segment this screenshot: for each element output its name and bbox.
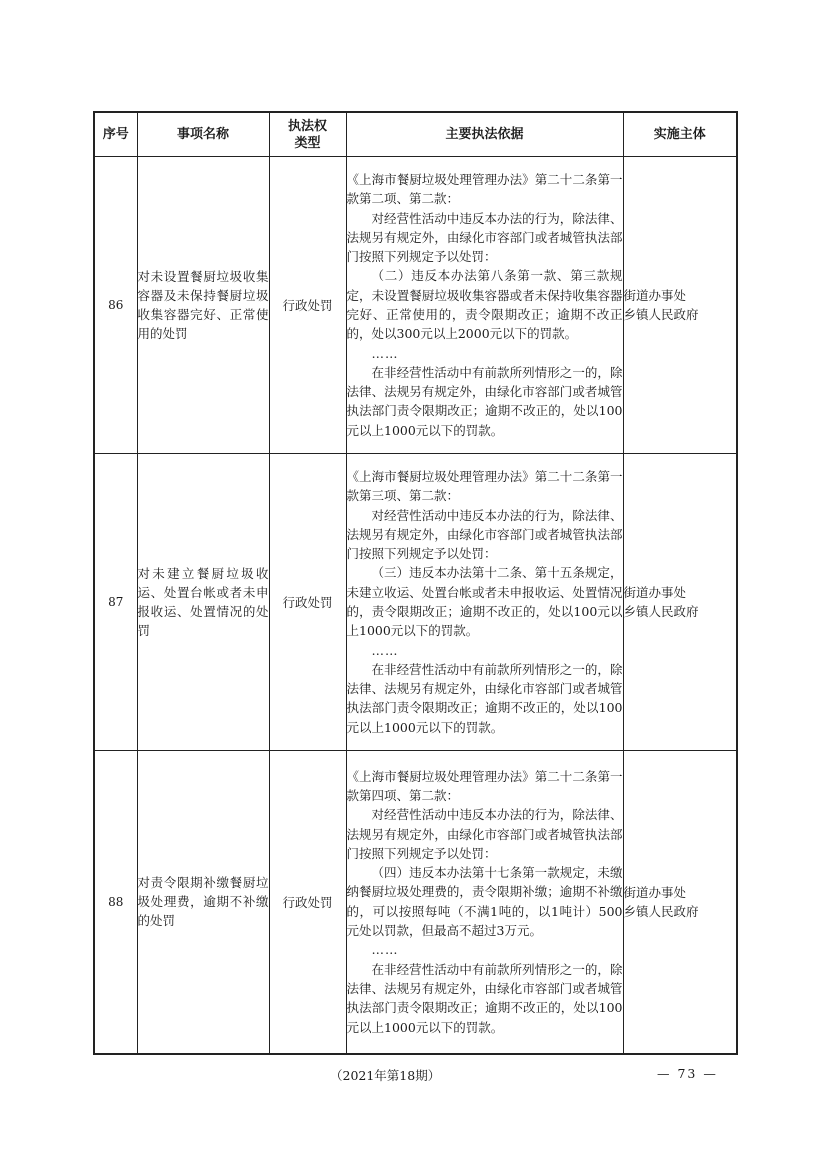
header-seq: 序号	[94, 112, 137, 157]
basis-paragraph: 在非经营性活动中有前款所列情形之一的，除法律、法规另有规定外，由绿化市容部门或者城管执法部门责令限期改正；逾期不改正的，处以100元以上1000元以下的罚款。	[346, 961, 623, 1035]
enforcement-table	[93, 111, 738, 1055]
basis-ellipsis: ……	[371, 642, 399, 658]
body-line: 乡镇人民政府	[623, 307, 699, 322]
row-basis	[346, 157, 623, 454]
row-basis	[346, 454, 623, 751]
basis-paragraph: 在非经营性活动中有前款所列情形之一的，除法律、法规另有规定外，由绿化市容部门或者城管执法部门责令限期改正；逾期不改正的，处以100元以上1000元以下的罚款。	[346, 661, 623, 735]
basis-citation: 《上海市餐厨垃圾处理管理办法》第二十二条第一款第三项、第二款：	[346, 468, 623, 504]
basis-clause: （四）违反本办法第十七条第一款规定，未缴纳餐厨垃圾处理费的，责令限期补缴；逾期不补缴的，可以按照每吨（不满1吨的，以1吨计）500元处以罚款，但最高不超过3万元。	[346, 865, 623, 939]
basis-paragraph: 对经营性活动中违反本办法的行为，除法律、法规另有规定外，由绿化市容部门或者城管执法部门按照下列规定予以处罚：	[346, 807, 623, 861]
page-number: — 73 —	[657, 1066, 718, 1081]
body-line: 乡镇人民政府	[623, 604, 699, 619]
basis-ellipsis: ……	[371, 345, 399, 361]
basis-clause: （三）违反本办法第十二条、第十五条规定，未建立收运、处置台帐或者未申报收运、处置情况的，责令限期改正；逾期不改正的，处以100元以上1000元以下的罚款。	[346, 565, 623, 639]
header-name: 事项名称	[137, 112, 269, 157]
row-type: 行政处罚	[269, 751, 346, 1054]
row-implementing-body	[623, 454, 737, 751]
row-seq: 88	[94, 751, 137, 1054]
row-type: 行政处罚	[269, 157, 346, 454]
basis-citation: 《上海市餐厨垃圾处理管理办法》第二十二条第一款第四项、第二款：	[346, 768, 623, 803]
header-type-line1: 执法权	[287, 118, 327, 134]
body-line: 乡镇人民政府	[623, 903, 699, 919]
basis-paragraph: 对经营性活动中违反本办法的行为，除法律、法规另有规定外，由绿化市容部门或者城管执法部门按照下列规定予以处罚：	[346, 210, 623, 265]
basis-ellipsis: ……	[371, 942, 399, 958]
row-item-name: 对未设置餐厨垃圾收集容器及未保持餐厨垃圾收集容器完好、正常使用的处罚	[137, 157, 269, 454]
row-type: 行政处罚	[269, 454, 346, 751]
basis-paragraph: 对经营性活动中违反本办法的行为，除法律、法规另有规定外，由绿化市容部门或者城管执法部门按照下列规定予以处罚：	[346, 507, 623, 562]
basis-clause: （二）违反本办法第八条第一款、第三款规定，未设置餐厨垃圾收集容器或者未保持收集容器完好、正常使用的，责令限期改正；逾期不改正的，处以300元以上2000元以下的罚款。	[346, 268, 623, 342]
header-type	[269, 112, 346, 157]
row-basis	[346, 751, 623, 1054]
basis-citation: 《上海市餐厨垃圾处理管理办法》第二十二条第一款第二项、第二款：	[346, 171, 623, 207]
row-item-name: 对责令限期补缴餐厨垃圾处理费，逾期不补缴的处罚	[137, 751, 269, 1054]
body-line: 街道办事处	[623, 288, 687, 303]
body-line: 街道办事处	[623, 585, 687, 600]
header-type-line2: 类型	[294, 135, 321, 151]
table-row	[94, 454, 737, 751]
row-implementing-body	[623, 157, 737, 454]
row-implementing-body	[623, 751, 737, 1054]
table-row	[94, 157, 737, 454]
row-seq: 87	[94, 454, 137, 751]
header-body: 实施主体	[623, 112, 737, 157]
basis-paragraph: 在非经营性活动中有前款所列情形之一的，除法律、法规另有规定外，由绿化市容部门或者城管执法部门责令限期改正；逾期不改正的，处以100元以上1000元以下的罚款。	[346, 364, 623, 438]
issue-label: （2021年第18期）	[330, 1068, 441, 1083]
row-seq: 86	[94, 157, 137, 454]
table-row	[94, 751, 737, 1054]
row-item-name: 对未建立餐厨垃圾收运、处置台帐或者未申报收运、处置情况的处罚	[137, 454, 269, 751]
body-line: 街道办事处	[623, 884, 687, 900]
header-basis: 主要执法依据	[346, 112, 623, 157]
table-header-row	[94, 112, 737, 157]
